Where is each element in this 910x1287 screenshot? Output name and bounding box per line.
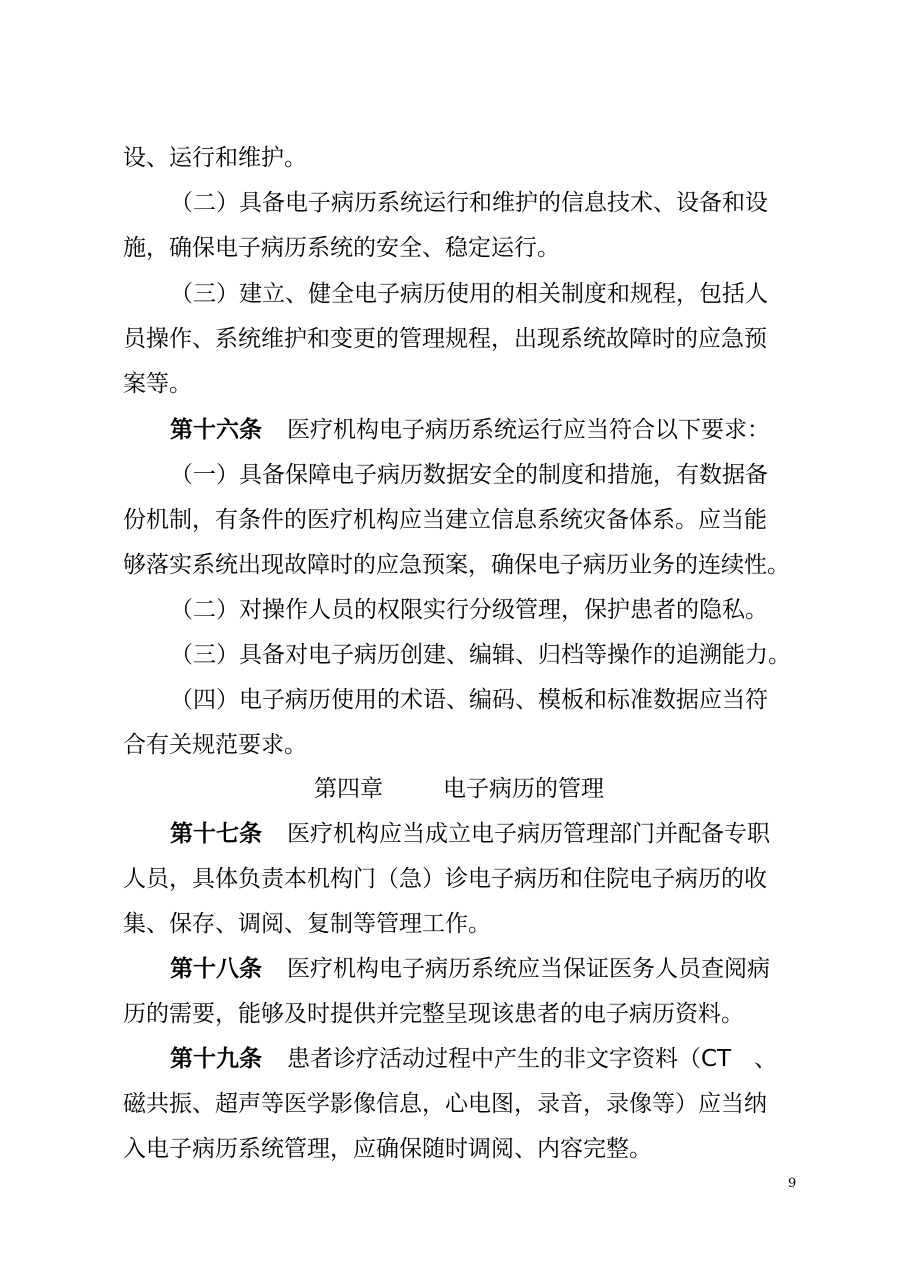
text-line: 设、运行和维护。 (123, 145, 307, 171)
text-line: （三）具备对电子病历创建、编辑、归档等操作的追溯能力。 (170, 642, 791, 668)
text-line: 够落实系统出现故障时的应急预案，确保电子病历业务的连续性。 (123, 552, 790, 578)
text-line: （一）具备保障电子病历数据安全的制度和措施，有数据备 (170, 462, 768, 488)
article-line: 第十九条 患者诊疗活动过程中产生的非文字资料（CT 、 (170, 1046, 778, 1072)
chapter-heading (314, 774, 604, 804)
text-line: （二）对操作人员的权限实行分级管理，保护患者的隐私。 (170, 597, 768, 623)
text-line: 施，确保电子病历系统的安全、稳定运行。 (123, 235, 560, 261)
text-line: 人员，具体负责本机构门（急）诊电子病历和住院电子病历的收 (123, 866, 767, 892)
article-number: 第十八条 (170, 956, 262, 982)
text-line: 合有关规范要求。 (123, 732, 307, 758)
page-number: 9 (788, 1176, 797, 1191)
article-line: 第十七条 医疗机构应当成立电子病历管理部门并配备专职 (170, 821, 770, 847)
text-line: 案等。 (123, 371, 192, 397)
text-line: 份机制，有条件的医疗机构应当建立信息系统灾备体系。应当能 (123, 507, 767, 533)
text-line: 入电子病历系统管理，应确保随时调阅、内容完整。 (123, 1136, 652, 1162)
article-line: 第十八条 医疗机构电子病历系统应当保证医务人员查阅病 (170, 956, 770, 982)
text-line: （二）具备电子病历系统运行和维护的信息技术、设备和设 (170, 190, 768, 216)
chapter-number: 第四章 (314, 776, 383, 802)
text-line: 员操作、系统维护和变更的管理规程，出现系统故障时的应急预 (123, 326, 767, 352)
text-line: （四）电子病历使用的术语、编码、模板和标准数据应当符 (170, 687, 768, 713)
text-line: 历的需要，能够及时提供并完整呈现该患者的电子病历资料。 (123, 1001, 744, 1027)
text-line: （三）建立、健全电子病历使用的相关制度和规程，包括人 (170, 281, 768, 307)
text-line: 磁共振、超声等医学影像信息，心电图，录音，录像等）应当纳 (123, 1091, 767, 1117)
article-number: 第十九条 (170, 1046, 262, 1072)
article-number: 第十七条 (170, 821, 262, 847)
article-line: 第十六条 医疗机构电子病历系统运行应当符合以下要求： (170, 417, 770, 443)
chapter-title: 电子病历的管理 (443, 776, 604, 802)
article-number: 第十六条 (170, 417, 262, 443)
text-line: 集、保存、调阅、复制等管理工作。 (123, 911, 491, 937)
